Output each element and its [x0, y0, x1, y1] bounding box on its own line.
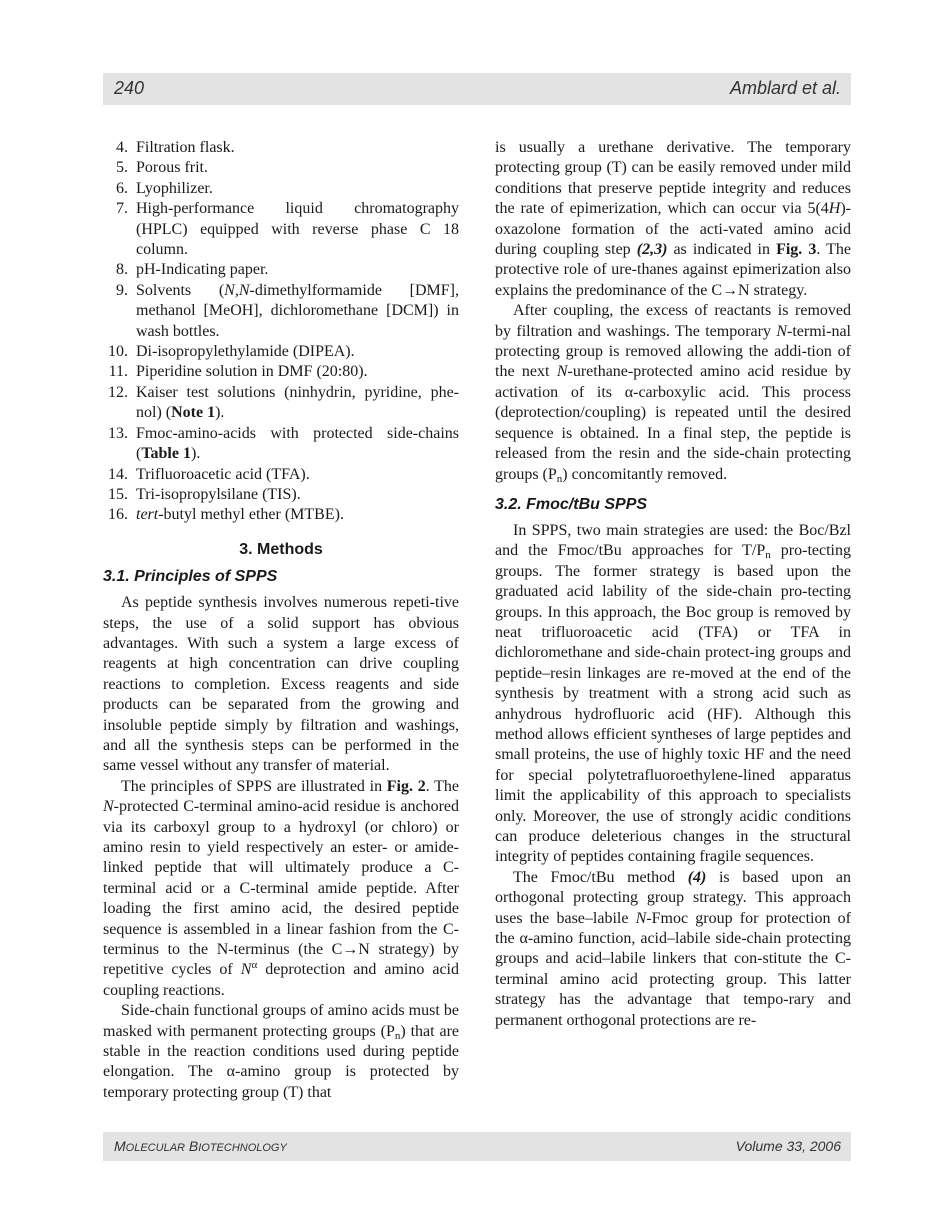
list-item: 5. Porous frit. — [116, 159, 208, 177]
paragraph: Side-chain functional groups of amino acids must be masked with permanent protecting groups $(P_n)$ that are stable in the reaction conditions used during peptide elongation. The α-amino group is protected by temporary protecting group (T) that — [103, 1002, 459, 1101]
running-authors: Amblard et al. — [729, 78, 841, 98]
paragraph: As peptide synthesis involves numerous repeti-tive steps, the use of a solid support has obvious advantages. With such a system a large excess of reagents at high concentration can drive coupling reactions to completion. Excess reagents and side products can be separated from the growing and insoluble peptide simply by filtration and washings, and all the synthesis steps can be performed in the same vessel without any transfer of material. — [103, 594, 459, 775]
right-column — [495, 138, 851, 1031]
citation-reference: (2,3) — [636, 241, 668, 259]
figure-reference: Fig. 2 — [386, 777, 426, 795]
journal-name: MOLECULAR BIOTECHNOLOGY — [114, 1138, 287, 1154]
list-item: 16. tert-butyl methyl ether (MTBE). — [108, 506, 344, 524]
table-reference: Table 1 — [141, 445, 191, 463]
materials-list — [103, 138, 459, 526]
paragraph: In SPPS, two main strategies are used: the Boc/Bzl and the Fmoc/tBu approaches for $T/P_n$ pro-tecting groups. The former strategy is based upon the graduated acid lability of the side-chain pro-tecting groups. In this approach, the Boc group is removed by neat trifluoroacetic acid (TFA) or TFA in dichloromethane and side-chain protect-ing groups and peptide–resin linkages are re-moved at the end of the synthesis by treatment with a strong acid such as anhydrous hydrofluoric acid (HF). Although this method allows efficient syntheses of large peptides and small proteins, the use of highly toxic HF and the need for special polytetrafluoroethylene-lined apparatus limit the applicability of this approach to specialists only. Moreover, the use of strongly acidic conditions can produce deleterious changes in the structural integrity of peptides containing fragile sequences. — [495, 521, 851, 866]
list-item: 13. Fmoc-amino-acids with protected side-chains (Table 1). — [108, 424, 459, 463]
list-item: 12. Kaiser test solutions (ninhydrin, pyridine, phe-nol) (Note 1). — [108, 383, 459, 422]
section-heading: 3. Methods — [239, 540, 323, 558]
citation-reference: (4) — [687, 868, 707, 886]
left-column — [103, 138, 459, 1103]
paragraph: The principles of SPPS are illustrated in Fig. 2. The N-protected C-terminal amino-acid residue is anchored via its carboxyl group to a hydroxyl (or chloro) or amino resin to yield respectively an ester- or amide- linked peptide that will ultimately produce a C-terminal acid or a C-terminal amide peptide. After loading the first amino acid, the desired peptide sequence is assembled in a linear fashion from the C-terminus to the N-terminus (the C→N strategy) by repetitive cycles of $N^\alpha$ deprotection and amino acid coupling reactions. — [103, 777, 460, 999]
paragraph: The Fmoc/tBu method (4) is based upon an orthogonal protecting group strategy. This approach uses the base–labile N-Fmoc group for protection of the α-amino function, acid–labile side-chain protecting groups and acid–labile linkers that con-stitute the C-terminal amino acid protecting group. This latter strategy has the advantage that tempo-rary and permanent orthogonal protections are re- — [495, 868, 852, 1029]
subsection-heading: 3.2. Fmoc/tBu SPPS — [495, 495, 648, 513]
figure-reference: Fig. 3 — [776, 241, 817, 259]
paragraph: After coupling, the excess of reactants is removed by filtration and washings. The temporary N-termi-nal protecting group is removed allowing the addi-tion of the next N-urethane-protected amino acid residue by activation of its α-carboxylic acid. This process (deprotection/coupling) is repeated until the desired sequence is obtained. In a final step, the peptide is released from the resin and the side-chain protecting groups $(P_n)$ concomitantly removed. — [495, 302, 852, 485]
list-item: 6. Lyophilizer. — [116, 179, 213, 197]
list-item: 14. Trifluoroacetic acid (TFA). — [108, 465, 310, 483]
volume-year: Volume 33, 2006 — [735, 1138, 841, 1154]
list-item: 11. Piperidine solution in DMF (20:80). — [108, 363, 368, 381]
list-item: 10. Di-isopropylethylamide (DIPEA). — [108, 343, 355, 361]
list-item: 8. pH-Indicating paper. — [116, 261, 269, 279]
paragraph: is usually a urethane derivative. The temporary protecting group (T) can be easily removed under mild conditions that preserve peptide integrity and reduces the rate of epimerization, which can occur via 5(4H)-oxazolone formation of the acti-vated amino acid during coupling step (2,3) as indicated in Fig. 3. The protective role of ure-thanes against epimerization also explains the predominance of the C→N strategy. — [495, 139, 851, 299]
list-item: 15. Tri-isopropylsilane (TIS). — [108, 485, 301, 503]
subsection-heading: 3.1. Principles of SPPS — [103, 568, 278, 586]
list-item: 9. Solvents (N,N-dimethylformamide [DMF], methanol [MeOH], dichloromethane [DCM]) in wash bottles. — [116, 281, 459, 340]
list-item: 7. High-performance liquid chromatography (HPLC) equipped with reverse phase C 18 column. — [116, 200, 459, 259]
list-item: 4. Filtration flask. — [116, 139, 235, 156]
note-reference: Note 1 — [171, 404, 216, 422]
running-header — [103, 73, 851, 105]
running-footer — [103, 1132, 851, 1161]
page-number: 240 — [114, 78, 145, 98]
